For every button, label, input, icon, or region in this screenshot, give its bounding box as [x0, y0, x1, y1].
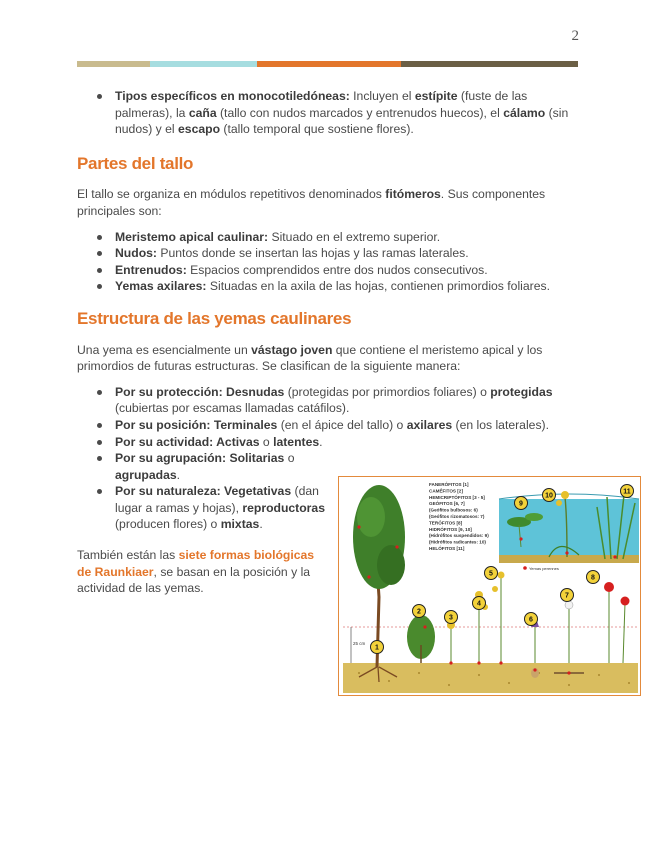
bold-term: Por su naturaleza: Vegetativas	[115, 484, 292, 499]
poppy-flower	[604, 582, 614, 592]
number-badge	[543, 489, 556, 502]
text-run: (protegidas por primordios foliares) o	[284, 384, 491, 399]
bold-term: Entrenudos:	[115, 262, 187, 277]
svg-text:3: 3	[449, 614, 453, 622]
legend-entry: HIDRÓFITOS [9, 10]	[429, 526, 472, 532]
floating-leaf	[525, 513, 543, 521]
bold-term: reproductoras	[242, 500, 325, 515]
bold-term: vástago joven	[251, 342, 333, 357]
tree-foliage	[357, 497, 385, 537]
legend-entry: CAMÉFITOS [2]	[429, 488, 463, 494]
text-run: (cubiertas por escamas llamadas catáfilos).	[115, 401, 350, 416]
svg-text:10: 10	[545, 492, 553, 500]
poppy-flower	[621, 597, 630, 606]
bold-term: caña	[188, 105, 217, 120]
svg-text:8: 8	[591, 574, 595, 582]
text-run: (fuste de las palmeras), la	[115, 89, 528, 120]
raunkiaer-pre: También están las	[77, 548, 179, 563]
therophyte-plants	[604, 582, 630, 663]
stem-parts-list	[77, 229, 582, 295]
legend-entry: (Geófitos bulbosos: 6)	[429, 507, 478, 513]
bold-term: axilares	[406, 417, 453, 432]
bold-term: Tipos específicos en monocotiledóneas:	[115, 89, 350, 103]
text-run: Una yema es esencialmente un	[77, 342, 252, 357]
list-item	[115, 417, 582, 434]
svg-text:7: 7	[565, 592, 569, 600]
bold-term: Nudos:	[115, 246, 157, 261]
text-run: que contiene el meristemo apical y los primordios de futuras estructuras. Se clasifican de la siguiente manera:	[77, 342, 543, 374]
figure-legend	[429, 480, 489, 551]
svg-text:9: 9	[519, 500, 523, 508]
bold-term: Por su posición: Terminales	[115, 417, 278, 432]
list-item	[115, 483, 327, 533]
text-run: Puntos donde se insertan las hojas y las ramas laterales.	[156, 246, 469, 261]
legend-bud-marker	[523, 566, 527, 570]
number-badge	[445, 611, 458, 624]
section-title-partes: Partes del tallo	[77, 153, 194, 173]
text-run: (tallo con nudos marcados y entrenudos huecos), el	[216, 105, 504, 120]
list-item	[115, 384, 582, 417]
text-run: Incluyen el	[349, 89, 415, 103]
bud-classification-list-continued	[77, 450, 327, 533]
flower	[492, 586, 498, 592]
number-badge	[515, 497, 528, 510]
flower	[556, 500, 562, 506]
legend-entry: HEMICRIPTÓFITOS [3 - 5]	[429, 494, 485, 500]
text-run: Situadas en la axila de las hojas, contienen primordios foliares.	[206, 279, 550, 294]
text-run: El tallo se organiza en módulos repetitivos denominados	[77, 187, 386, 202]
text-run: (tallo temporal que sostiene flores).	[220, 122, 414, 137]
white-flower	[565, 601, 573, 609]
legend-entry: FANERÓFITOS [1]	[429, 482, 469, 487]
bold-term: mixtas	[220, 517, 260, 532]
bold-term: Meristemo apical caulinar:	[115, 229, 269, 244]
section-title-yemas: Estructura de las yemas caulinares	[77, 308, 352, 328]
number-badge	[561, 589, 574, 602]
flower	[498, 572, 505, 579]
svg-text:11: 11	[623, 488, 631, 496]
page-number: 2	[571, 28, 579, 44]
text-run: (sin nudos) y el	[115, 105, 569, 137]
bold-term: Por su protección: Desnudas	[115, 384, 285, 399]
svg-text:5: 5	[489, 570, 493, 578]
number-badge	[587, 571, 600, 584]
legend-entry: GEÓFITOS [6, 7]	[429, 501, 465, 507]
legend-entry: TERÓFITOS [8]	[429, 520, 463, 526]
number-badge	[371, 641, 384, 654]
text-run: .	[319, 434, 323, 449]
section1-intro	[77, 186, 582, 219]
bold-term: Yemas axilares:	[115, 279, 207, 294]
text-run: (en el ápice del tallo) o	[277, 417, 407, 432]
color-bar-segment	[257, 61, 401, 67]
bold-term: agrupadas	[115, 467, 177, 482]
raunkiaer-paragraph	[77, 547, 327, 597]
number-badge	[485, 567, 498, 580]
list-item	[115, 88, 582, 138]
bold-term: latentes	[273, 434, 320, 449]
header-color-bar	[77, 61, 578, 67]
bold-term: protegidas	[490, 384, 553, 399]
bold-term: Por su agrupación: Solitarias	[115, 451, 285, 466]
list-item	[115, 262, 582, 279]
list-item	[115, 450, 327, 483]
legend-entry: HELÓFITOS [11]	[429, 546, 465, 551]
bold-term: fitómeros	[385, 187, 441, 202]
text-run: .	[176, 467, 181, 482]
number-badge	[473, 597, 486, 610]
height-label: 25 cm	[353, 641, 366, 646]
raunkiaer-life-forms-figure	[338, 476, 641, 696]
color-bar-segment	[77, 61, 150, 67]
tree-foliage	[377, 545, 405, 585]
color-bar-segment	[150, 61, 257, 67]
text-run: . Sus componentes principales son:	[77, 187, 546, 218]
list-item	[115, 278, 582, 295]
soil-layer	[343, 663, 638, 693]
text-run: Situado en el extremo superior.	[268, 229, 441, 244]
list-item	[115, 434, 582, 451]
legend-entry: (Hidrófitos radicantes: 10)	[429, 539, 486, 545]
svg-text:6: 6	[529, 616, 533, 624]
number-badge	[621, 485, 634, 498]
text-run: (producen flores) o	[115, 517, 221, 532]
legend-entry: (Geófitos rizomatosos: 7)	[429, 514, 485, 519]
text-run: (en los laterales).	[452, 417, 549, 432]
svg-text:2: 2	[417, 608, 421, 616]
text-run: o	[259, 434, 274, 449]
bold-term: Por su actividad: Activas	[115, 434, 260, 449]
list-item	[115, 229, 582, 246]
svg-text:4: 4	[477, 600, 481, 608]
bud-classification-list	[77, 384, 582, 450]
chamaephyte-shrub	[407, 615, 435, 663]
svg-text:1: 1	[375, 644, 379, 652]
bold-term: escapo	[178, 122, 221, 137]
text-run: .	[259, 517, 263, 532]
raunkiaer-post: , se basan en la posición y la actividad de las yemas.	[77, 564, 311, 596]
flower	[561, 491, 569, 499]
number-badge	[525, 613, 538, 626]
stem	[623, 603, 625, 663]
bold-term: cálamo	[503, 105, 546, 120]
legend-entry: (Hidrófitos suspendidos: 9)	[429, 533, 489, 539]
bold-term: estípite	[414, 89, 458, 103]
monocot-bullet-list	[77, 88, 582, 138]
text-run: o	[284, 451, 295, 466]
yemas-legend-label: Yemas perennes	[529, 566, 559, 571]
raunkiaer-illustration	[339, 477, 641, 696]
list-item	[115, 245, 582, 262]
raunkiaer-link[interactable]: siete formas biológicas de Raunkiaer	[77, 548, 315, 579]
number-badge	[413, 605, 426, 618]
section2-intro	[77, 342, 582, 375]
text-run: (dan lugar a ramas y hojas),	[115, 484, 319, 515]
text-run: Espacios comprendidos entre dos nudos consecutivos.	[186, 262, 488, 277]
color-bar-segment	[401, 61, 578, 67]
